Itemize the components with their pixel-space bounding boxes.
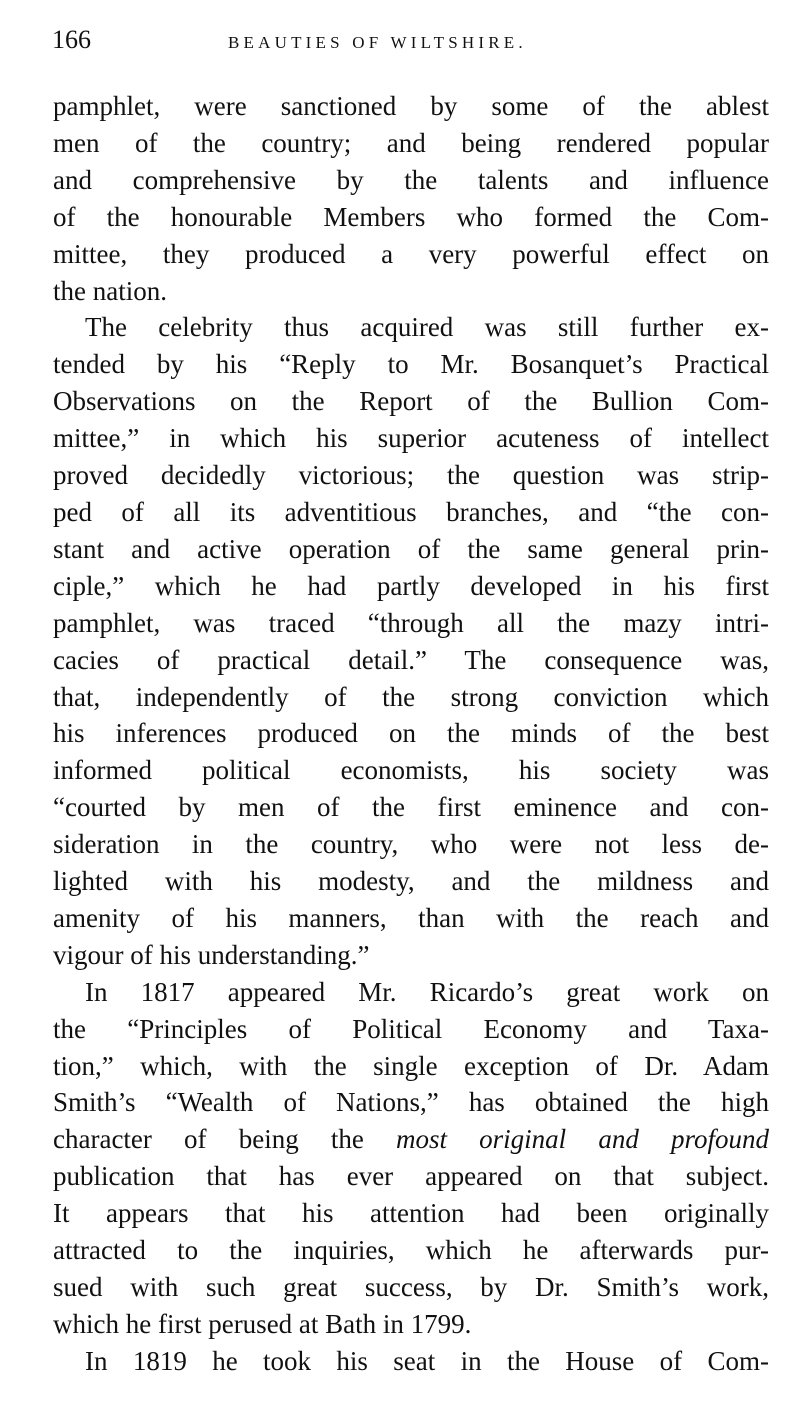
text-line: sideration in the country, who were not less de-: [53, 829, 769, 860]
text-line: sued with such great success, by Dr. Smith’s work,: [53, 1272, 769, 1302]
text-segment: character of being the: [53, 1124, 396, 1155]
text-line: and comprehensive by the talents and influence: [53, 164, 769, 195]
text-line: lighted with his modesty, and the mildness and: [53, 866, 769, 897]
text-line: ciple,” which he had partly developed in his first: [53, 570, 769, 601]
text-line: stant and active operation of the same general prin-: [53, 533, 769, 564]
text-line: tended by his “Reply to Mr. Bosanquet’s Practical: [53, 349, 769, 380]
text-line: The celebrity thus acquired was still further ex-: [85, 312, 769, 343]
italic-phrase: most original and profound: [396, 1124, 769, 1155]
body-text: [53, 88, 769, 1380]
text-line: It appears that his attention had been originally: [53, 1198, 769, 1229]
text-line: that, independently of the strong conviction which: [53, 681, 769, 712]
text-line: ped of all its adventitious branches, and “the con-: [53, 496, 769, 527]
text-line: informed political economists, his society was: [53, 755, 769, 786]
text-line: Observations on the Report of the Bullion Com-: [53, 386, 769, 417]
text-line: the “Principles of Political Economy and Taxa-: [53, 1013, 769, 1044]
running-title: BEAUTIES OF WILTSHIRE.: [228, 33, 527, 52]
text-line: amenity of his manners, than with the reach and: [53, 902, 769, 933]
text-line: In 1819 he took his seat in the House of Com-: [85, 1345, 769, 1376]
text-line: pamphlet, were sanctioned by some of the ablest: [53, 91, 769, 121]
text-line: publication that has ever appeared on that subject.: [53, 1161, 769, 1192]
text-line-with-italic: [53, 1121, 769, 1158]
text-line: of the honourable Members who formed the Com-: [53, 201, 769, 232]
text-line: the nation.: [53, 275, 167, 306]
text-line: cacies of practical detail.” The consequence was,: [53, 644, 769, 675]
text-line: vigour of his understanding.”: [53, 939, 370, 970]
text-line: mittee, they produced a very powerful effect on: [53, 238, 769, 269]
text-line: mittee,” in which his superior acuteness of intellect: [53, 423, 769, 454]
text-line: pamphlet, was traced “through all the mazy intri-: [53, 607, 769, 638]
running-head: [52, 22, 768, 58]
text-line: his inferences produced on the minds of the best: [53, 718, 769, 749]
text-line: Smith’s “Wealth of Nations,” has obtained the high: [53, 1087, 769, 1118]
text-line: men of the country; and being rendered popular: [53, 127, 769, 158]
text-line: proved decidedly victorious; the question was strip-: [53, 460, 769, 491]
text-line: “courted by men of the first eminence and con-: [53, 792, 769, 823]
text-line: which he first perused at Bath in 1799.: [53, 1308, 472, 1339]
text-line: tion,” which, with the single exception of Dr. Adam: [53, 1050, 769, 1081]
page-number: 166: [52, 25, 91, 54]
text-line: attracted to the inquiries, which he afterwards pur-: [53, 1235, 769, 1266]
text-line: In 1817 appeared Mr. Ricardo’s great work on: [85, 976, 769, 1007]
